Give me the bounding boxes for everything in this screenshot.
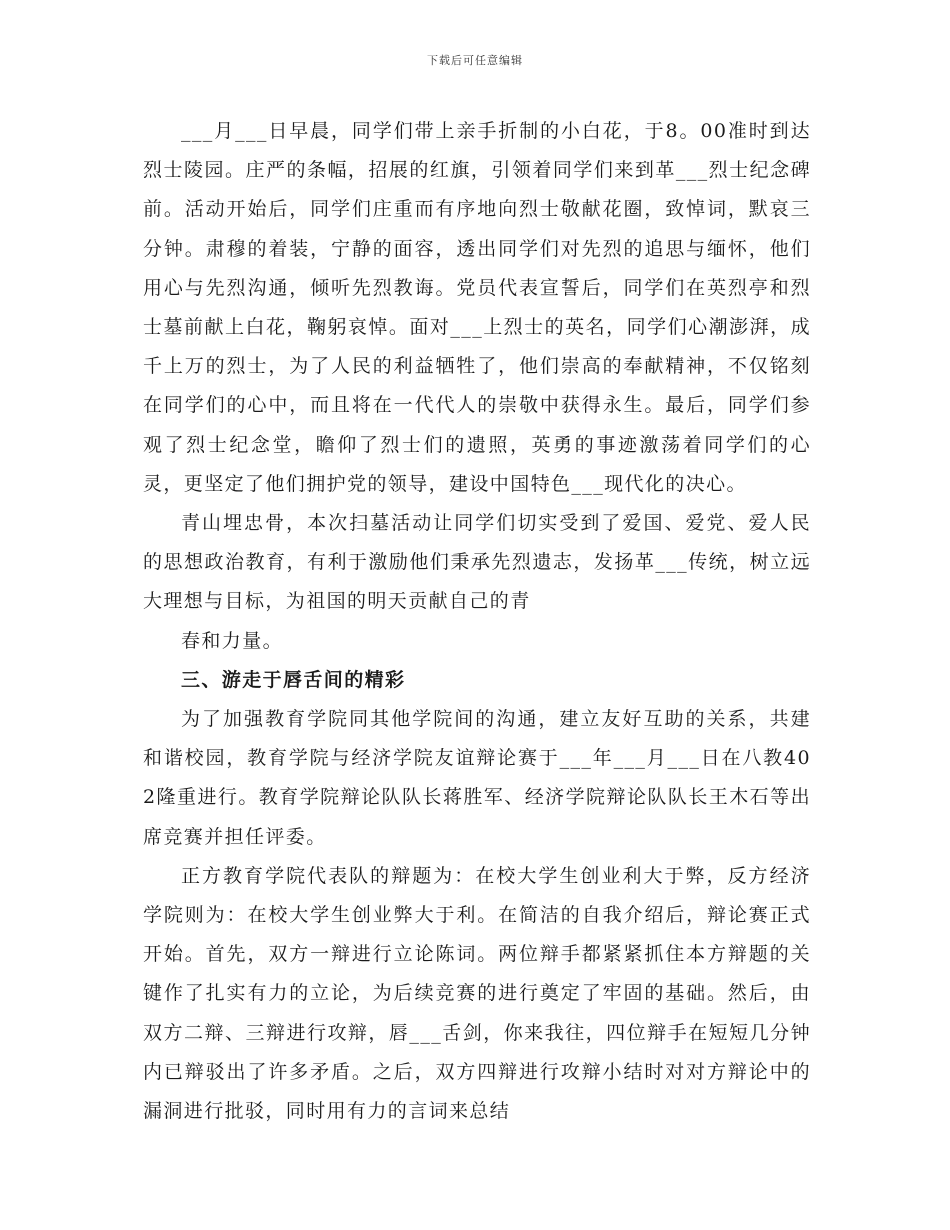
paragraph-memorial-visit: ___月___日早晨，同学们带上亲手折制的小白花，于8。00准时到达烈士陵园。庄严的条幅，招展的红旗，引领着同学们来到革___烈士纪念碑前。活动开始后，同学们庄重而有序地向烈士敬献花圈，致悼词，默哀三分钟。肃穆的着装，宁静的面容，透出同学们对先烈的追思与缅怀，他们用心与先烈沟通，倾听先烈教诲。党员代表宣誓后，同学们在英烈亭和烈士墓前献上白花，鞠躬哀悼。面对___上烈士的英名，同学们心潮澎湃，成千上万的烈士，为了人民的利益牺牲了，他们崇高的奉献精神，不仅铭刻在同学们的心中，而且将在一代代人的崇敬中获得永生。最后，同学们参观了烈士纪念堂，瞻仰了烈士们的遗照，英勇的事迹激荡着同学们的心灵，更坚定了他们拥护党的领导，建设中国特色___现代化的决心。 xyxy=(143,120,811,495)
section-heading-debate: 三、游走于唇舌间的精彩 xyxy=(181,668,406,691)
paragraph-education-summary: 青山埋忠骨，本次扫墓活动让同学们切实受到了爱国、爱党、爱人民的思想政治教育，有利于激励他们秉承先烈遗志，发扬革___传统，树立远大理想与目标，为祖国的明天贡献自己的青 xyxy=(143,512,811,613)
paragraph-debate-intro: 为了加强教育学院同其他学院间的沟通，建立友好互助的关系，共建和谐校园，教育学院与经济学院友谊辩论赛于___年___月___日在八教402隆重进行。教育学院辩论队队长蒋胜军、经济学院辩论队队长王木石等出席竞赛并担任评委。 xyxy=(143,708,811,848)
document-body xyxy=(143,112,811,1131)
paragraph-education-summary-continued: 春和力量。 xyxy=(181,629,284,652)
paragraph-debate-process: 正方教育学院代表队的辩题为：在校大学生创业利大于弊，反方经济学院则为：在校大学生创业弊大于利。在简洁的自我介绍后，辩论赛正式开始。首先，双方一辩进行立论陈词。两位辩手都紧紧抓住本方辩题的关键作了扎实有力的立论，为后续竞赛的进行奠定了牢固的基础。然后，由双方二辩、三辩进行攻辩，唇___舌剑，你来我往，四位辩手在短短几分钟内已辩驳出了许多矛盾。之后，双方四辩进行攻辩小结时对对方辩论中的漏洞进行批驳，同时用有力的言词来总结 xyxy=(143,864,811,1123)
page-header: 下载后可任意编辑 xyxy=(427,54,523,67)
